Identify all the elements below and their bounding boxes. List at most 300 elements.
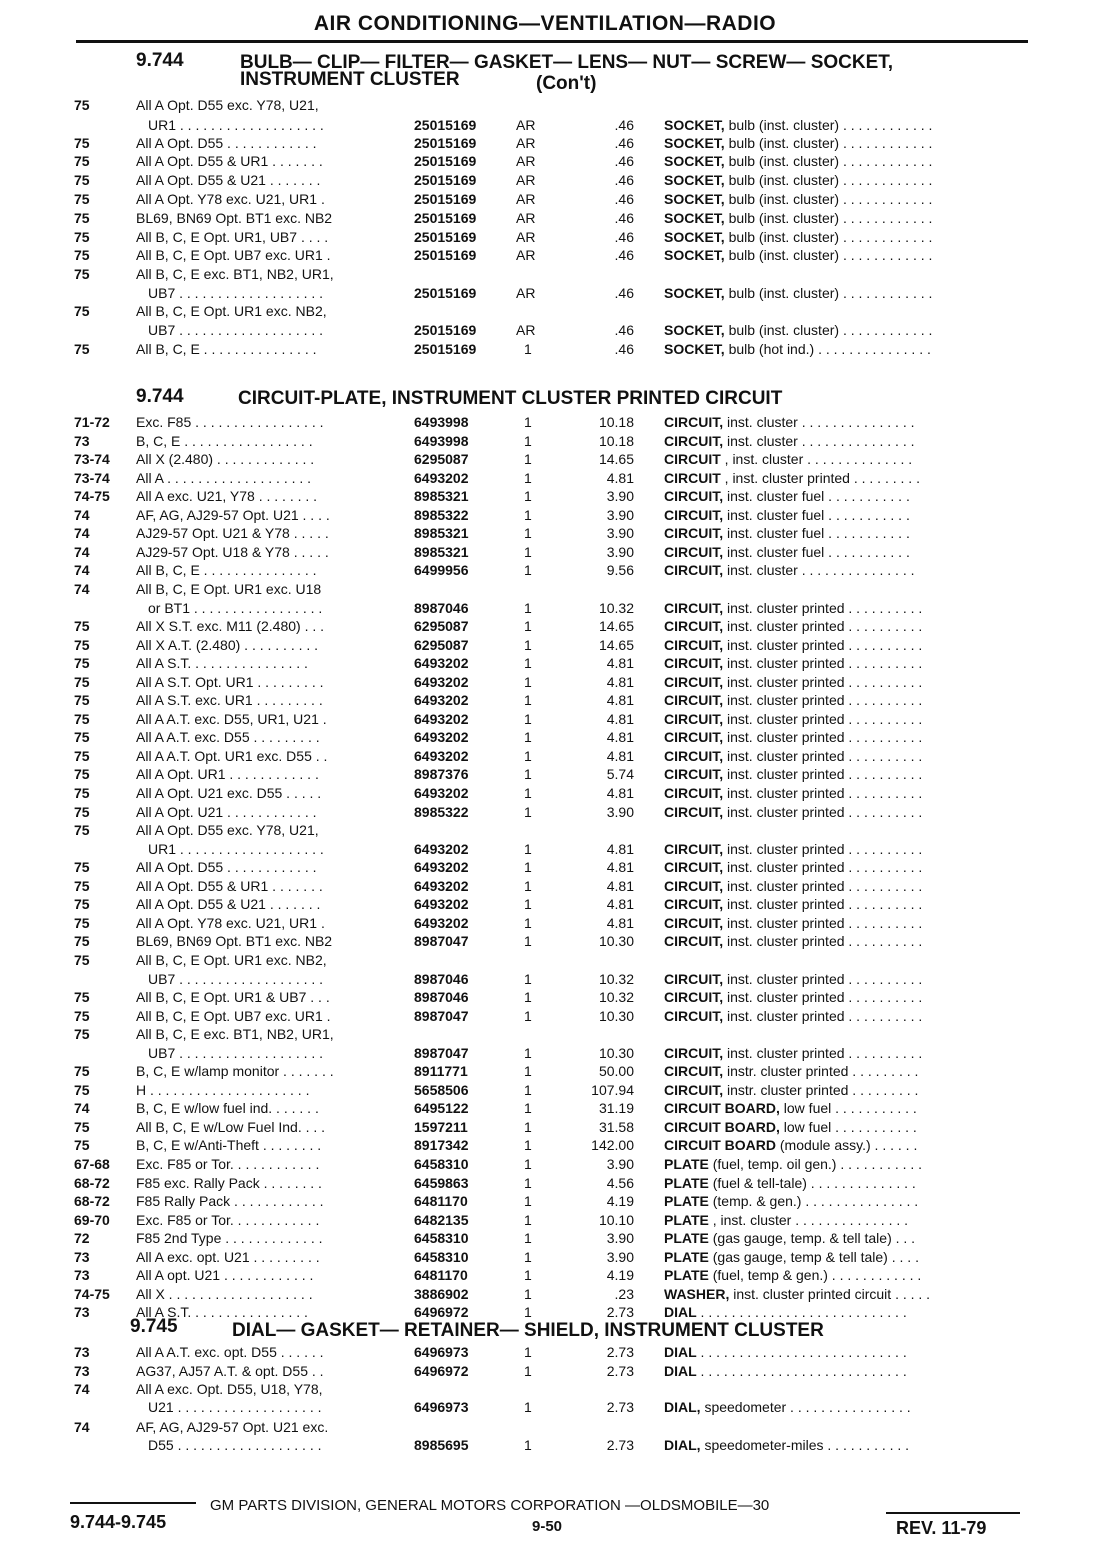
part-name-bold: CIRCUIT, [664,840,724,857]
part-number: 6495122 [414,1100,469,1117]
part-name-detail: bulb (inst. cluster) . . . . . . . . . . . . [724,117,933,133]
parts-row [0,1343,1096,1362]
quantity: 1 [524,692,532,709]
part-name-bold: SOCKET, [664,247,725,263]
parts-row [0,691,1096,710]
price: 4.81 [606,840,634,857]
part-name-detail: instr. cluster printed . . . . . . . . . [723,1081,919,1098]
model-year: 74 [74,1381,90,1397]
application-desc: All B, C, E exc. BT1, NB2, UR1, [136,266,334,282]
model-year: 75 [74,859,90,876]
application-desc: All X S.T. exc. M11 (2.480) . . . [136,618,325,635]
parts-row [0,1229,1096,1248]
model-year: 73 [74,432,90,449]
part-name-detail: bulb (inst. cluster) . . . . . . . . . . . . [724,210,933,226]
part-name-detail: (fuel & tell-tale) . . . . . . . . . . . . . . [708,1174,916,1191]
model-year: 75 [74,266,90,282]
parts-row [0,1044,1096,1063]
price: 10.30 [598,1044,634,1061]
quantity: 1 [524,341,532,357]
parts-row [0,1155,1096,1174]
parts-row [0,561,1096,580]
part-name [664,710,922,729]
part-name-detail: inst. cluster fuel . . . . . . . . . . . [723,506,910,523]
parts-row [0,152,1096,171]
price: 2.73 [606,1304,634,1321]
model-year: 67-68 [74,1156,110,1172]
price: 14.65 [598,636,634,653]
part-name-detail: (temp. & gen.) . . . . . . . . . . . . . . . [708,1193,919,1210]
parts-row [0,728,1096,747]
price: .46 [614,322,634,338]
price: 10.18 [598,414,634,430]
part-name-bold: CIRCUIT, [664,747,724,764]
part-name-bold: CIRCUIT [664,451,721,468]
part-name-detail: inst. cluster . . . . . . . . . . . . . . . [723,562,915,579]
application-desc: All A S.T. . . . . . . . . . . . . . . . [136,1304,308,1321]
part-name-detail: inst. cluster printed . . . . . . . . . . [723,673,923,690]
section-number: 9.744 [136,386,184,407]
part-number: 25015169 [414,153,477,169]
parts-row [0,1436,1096,1455]
model-year: 75 [74,210,90,226]
price: 10.32 [598,599,634,616]
application-desc: All B, C, E . . . . . . . . . . . . . . . [136,341,317,357]
application-desc: All A Opt. D55 & U21 . . . . . . . [136,896,321,913]
application-desc: All B, C, E w/Low Fuel Ind. . . . [136,1118,326,1135]
application-desc: All A Opt. U21 . . . . . . . . . . . . [136,803,317,820]
part-number: 25015169 [414,247,477,263]
part-name [664,1062,918,1081]
application-desc: AG37, AJ57 A.T. & opt. D55 . . [136,1363,324,1379]
part-name-detail: inst. cluster printed . . . . . . . . . . [723,933,923,950]
application-desc: All A Opt. U21 exc. D55 . . . . . [136,785,322,801]
footer-page-number: 9-50 [532,1518,563,1535]
price: 3.90 [606,543,634,560]
model-year: 75 [74,710,90,727]
part-number: 6493202 [414,747,469,764]
parts-row [0,1418,1096,1437]
part-number: 6458310 [414,1230,469,1247]
part-name-detail: inst. cluster . . . . . . . . . . . . . . . [723,414,915,430]
price: .46 [614,210,634,226]
price: 4.81 [606,747,634,764]
application-desc: UB7 . . . . . . . . . . . . . . . . . . . [148,1044,324,1061]
part-name-detail: speedometer . . . . . . . . . . . . . . . . [700,1399,911,1415]
quantity: 1 [524,414,532,430]
quantity: 1 [524,562,532,579]
parts-row [0,284,1096,303]
footer-rule-left [70,1502,196,1504]
part-name-detail: inst. cluster printed . . . . . . . . . . [723,599,923,616]
price: .23 [614,1285,634,1302]
quantity: 1 [524,1100,532,1117]
model-year: 75 [74,729,90,746]
quantity: 1 [524,469,532,486]
application-desc: All B, C, E Opt. UR1 exc. NB2, [136,303,327,319]
model-year: 74 [74,580,90,597]
quantity: 1 [524,1399,532,1415]
price: 4.19 [606,1267,634,1284]
section-title: BULB— CLIP— FILTER— GASKET— LENS— NUT— SCREW— SOCKET, [240,52,894,73]
quantity: AR [516,135,536,151]
part-name [664,599,922,618]
parts-row [0,951,1096,970]
part-name-detail: , inst. cluster . . . . . . . . . . . . . . . [708,1211,909,1228]
section-title: DIAL— GASKET— RETAINER— SHIELD, INSTRUMENT CLUSTER [232,1320,824,1341]
part-name-bold: CIRCUIT, [664,1063,724,1080]
application-desc: B, C, E w/Anti-Theft . . . . . . . . [136,1137,322,1154]
quantity: AR [516,322,536,338]
price: .46 [614,229,634,245]
price: .46 [614,341,634,357]
price: .46 [614,191,634,207]
part-number: 6493202 [414,785,469,801]
part-number: 6496973 [414,1399,469,1415]
part-name [664,1211,908,1230]
parts-row [0,654,1096,673]
part-number: 8917342 [414,1137,469,1154]
part-name-bold: CIRCUIT, [664,970,724,987]
quantity: 1 [524,1344,532,1360]
application-desc: F85 exc. Rally Pack . . . . . . . . [136,1174,322,1191]
model-year: 73 [74,1267,90,1284]
part-name [664,1192,918,1211]
quantity: 1 [524,729,532,746]
parts-row [0,710,1096,729]
application-desc: F85 2nd Type . . . . . . . . . . . . . [136,1230,323,1247]
part-name-bold: CIRCUIT, [664,599,724,616]
price: 2.73 [606,1344,634,1360]
part-name-detail: bulb (inst. cluster) . . . . . . . . . . . . [724,247,933,263]
parts-row [0,171,1096,190]
part-name-bold: DIAL [664,1304,697,1321]
parts-row [0,1303,1096,1322]
parts-row [0,190,1096,209]
quantity: 1 [524,543,532,560]
parts-row [0,673,1096,692]
part-number: 6496972 [414,1363,469,1379]
part-name-bold: DIAL, [664,1399,701,1415]
part-name [664,803,922,822]
model-year: 75 [74,951,90,968]
parts-row [0,1062,1096,1081]
application-desc: Exc. F85 or Tor. . . . . . . . . . . . [136,1211,320,1228]
part-number: 8987047 [414,1007,469,1024]
model-year: 74-75 [74,1285,110,1302]
part-number: 25015169 [414,210,477,226]
part-number: 6493998 [414,414,469,430]
application-desc: All B, C, E Opt. UB7 exc. UR1 . [136,1007,331,1024]
part-name-detail: inst. cluster fuel . . . . . . . . . . . [723,525,910,542]
part-name-detail: (gas gauge, temp & tell tale) . . . . [708,1248,919,1265]
part-name [664,284,932,303]
model-year: 75 [74,135,90,151]
part-name-detail: bulb (inst. cluster) . . . . . . . . . . . . [724,229,933,245]
model-year: 75 [74,1063,90,1080]
price: 4.81 [606,896,634,913]
model-year: 75 [74,896,90,913]
application-desc: All A Opt. D55 & UR1 . . . . . . . [136,877,323,894]
quantity: 1 [524,451,532,468]
quantity: AR [516,247,536,263]
price: 3.90 [606,525,634,542]
quantity: 1 [524,1193,532,1210]
part-name-bold: CIRCUIT, [664,896,724,913]
part-name-bold: CIRCUIT, [664,562,724,579]
part-name-bold: CIRCUIT, [664,488,724,505]
part-name-detail: bulb (inst. cluster) . . . . . . . . . . . . [724,322,933,338]
price: 142.00 [591,1137,634,1154]
parts-row [0,784,1096,803]
application-desc: All B, C, E Opt. UR1 & UB7 . . . [136,989,330,1006]
parts-row [0,1192,1096,1211]
part-name-detail: instr. cluster printed . . . . . . . . . [723,1063,919,1080]
part-name [664,932,922,951]
model-year: 75 [74,673,90,690]
quantity: 1 [524,989,532,1006]
part-name-detail: (gas gauge, temp. & tell tale) . . . [708,1230,916,1247]
part-name-bold: CIRCUIT, [664,729,724,746]
part-name-bold: DIAL [664,1363,697,1379]
application-desc: AJ29-57 Opt. U18 & Y78 . . . . . [136,543,329,560]
part-name-detail: bulb (inst. cluster) . . . . . . . . . . . . [724,153,933,169]
part-name [664,1007,922,1026]
part-name [664,506,910,525]
part-name-bold: CIRCUIT, [664,673,724,690]
part-name-bold: CIRCUIT, [664,877,724,894]
quantity: AR [516,153,536,169]
parts-row [0,134,1096,153]
application-desc: All B, C, E exc. BT1, NB2, UR1, [136,1026,334,1043]
parts-row [0,895,1096,914]
parts-row [0,877,1096,896]
parts-row [0,580,1096,599]
parts-row [0,914,1096,933]
model-year: 75 [74,766,90,783]
quantity: 1 [524,877,532,894]
part-name [664,413,915,432]
price: 4.81 [606,859,634,876]
application-desc: All A A.T. exc. D55, UR1, U21 . [136,710,327,727]
part-number: 8987046 [414,599,469,616]
part-number: 6493202 [414,859,469,876]
price: 3.90 [606,506,634,523]
part-name [664,1099,917,1118]
quantity: 1 [524,1211,532,1228]
quantity: 1 [524,636,532,653]
part-number: 6295087 [414,636,469,653]
part-name [664,1136,917,1155]
price: 3.90 [606,1248,634,1265]
parts-row [0,840,1096,859]
quantity: AR [516,210,536,226]
part-name-detail: inst. cluster printed . . . . . . . . . . [723,914,923,931]
part-number: 6493202 [414,877,469,894]
price: 4.56 [606,1174,634,1191]
model-year: 75 [74,822,90,839]
part-name-bold: PLATE [664,1174,709,1191]
part-name-bold: CIRCUIT, [664,766,724,783]
price: .46 [614,135,634,151]
part-name-detail: inst. cluster printed . . . . . . . . . . [723,766,923,783]
quantity: 1 [524,1363,532,1379]
price: 10.18 [598,432,634,449]
parts-row [0,1174,1096,1193]
part-name-bold: PLATE [664,1156,709,1172]
quantity: AR [516,285,536,301]
part-name-detail: bulb (inst. cluster) . . . . . . . . . . . . [724,191,933,207]
price: 10.32 [598,970,634,987]
price: 4.19 [606,1193,634,1210]
part-number: 6481170 [414,1193,468,1210]
quantity: AR [516,172,536,188]
model-year: 72 [74,1230,90,1247]
application-desc: All A A.T. exc. opt. D55 . . . . . . [136,1344,324,1360]
application-desc: All A Opt. Y78 exc. U21, UR1 . [136,914,325,931]
parts-row [0,228,1096,247]
application-desc: All A S.T. Opt. UR1 . . . . . . . . . [136,673,324,690]
price: 4.81 [606,469,634,486]
part-name-bold: CIRCUIT BOARD, [664,1118,780,1135]
price: 2.73 [606,1363,634,1379]
part-name-detail: inst. cluster printed . . . . . . . . . . [723,803,923,820]
part-number: 6493202 [414,673,469,690]
part-name-bold: DIAL [664,1344,697,1360]
part-name [664,1343,907,1362]
parts-row [0,1211,1096,1230]
parts-row [0,302,1096,321]
price: 107.94 [591,1081,634,1098]
part-name-detail: bulb (inst. cluster) . . . . . . . . . . . . [724,135,933,151]
parts-row [0,1007,1096,1026]
quantity: 1 [524,599,532,616]
model-year: 75 [74,655,90,672]
price: 2.73 [606,1437,634,1453]
part-name-detail: low fuel . . . . . . . . . . . [779,1100,917,1117]
parts-row [0,636,1096,655]
part-name-bold: PLATE [664,1248,709,1265]
part-number: 8911771 [414,1063,468,1080]
part-name [664,152,932,171]
part-name-bold: CIRCUIT, [664,414,724,430]
part-name-bold: CIRCUIT, [664,859,724,876]
quantity: 1 [524,655,532,672]
application-desc: Exc. F85 or Tor. . . . . . . . . . . . [136,1156,320,1172]
part-name [664,1229,915,1248]
section-number: 9.745 [130,1316,178,1337]
quantity: 1 [524,1063,532,1080]
part-name-detail: inst. cluster printed . . . . . . . . . . [723,655,923,672]
part-number: 25015169 [414,341,477,357]
part-number: 6496973 [414,1344,469,1360]
application-desc: All X . . . . . . . . . . . . . . . . . . . [136,1285,313,1302]
part-name-bold: CIRCUIT, [664,1044,724,1061]
price: 4.81 [606,692,634,709]
model-year: 74 [74,1100,90,1117]
part-number: 6458310 [414,1248,469,1265]
part-name-bold: SOCKET, [664,285,725,301]
header-rule [76,40,1028,43]
part-name [664,116,932,135]
part-name-detail: inst. cluster printed . . . . . . . . . . [723,710,923,727]
quantity: 1 [524,1156,532,1172]
application-desc: All A Opt. D55 & U21 . . . . . . . [136,172,321,188]
part-name [664,246,932,265]
parts-row [0,469,1096,488]
part-number: 25015169 [414,285,477,301]
section-continued: (Con't) [536,73,597,94]
quantity: 1 [524,506,532,523]
part-name-bold: CIRCUIT, [664,1081,724,1098]
part-number: 8987046 [414,989,469,1006]
application-desc: B, C, E w/lamp monitor . . . . . . . [136,1063,334,1080]
part-name-detail: (module assy.) . . . . . . [776,1137,918,1154]
model-year: 74 [74,506,90,523]
quantity: 1 [524,1081,532,1098]
model-year: 75 [74,341,90,357]
model-year: 73 [74,1344,90,1360]
quantity: 1 [524,525,532,542]
part-name-bold: CIRCUIT, [664,933,724,950]
part-name-bold: SOCKET, [664,229,725,245]
application-desc: All B, C, E Opt. UB7 exc. UR1 . [136,247,331,263]
model-year: 75 [74,989,90,1006]
part-name-bold: CIRCUIT, [664,543,724,560]
parts-row [0,1398,1096,1417]
part-name [664,1266,921,1285]
parts-row [0,1081,1096,1100]
application-desc: BL69, BN69 Opt. BT1 exc. NB2 [136,933,333,950]
quantity: 1 [524,1248,532,1265]
part-number: 3886902 [414,1285,469,1302]
parts-row [0,1118,1096,1137]
application-desc: All A exc. opt. U21 . . . . . . . . . [136,1248,320,1265]
part-name-bold: WASHER, [664,1285,730,1302]
quantity: 1 [524,432,532,449]
part-name-detail: , inst. cluster printed . . . . . . . . . [720,469,920,486]
application-desc: All A S.T. exc. UR1 . . . . . . . . . [136,692,323,709]
application-desc: All A Opt. D55 exc. Y78, U21, [136,97,319,113]
parts-row [0,487,1096,506]
part-name-detail: inst. cluster printed . . . . . . . . . . [723,729,923,746]
part-name [664,784,922,803]
part-name-detail: speedometer-miles . . . . . . . . . . . [700,1437,910,1453]
part-name [664,524,910,543]
parts-row [0,450,1096,469]
quantity: 1 [524,933,532,950]
parts-row [0,116,1096,135]
part-name [664,1362,907,1381]
part-name-bold: SOCKET, [664,322,725,338]
model-year: 75 [74,1026,90,1043]
parts-row [0,932,1096,951]
application-desc: All B, C, E Opt. UR1, UB7 . . . . [136,229,329,245]
quantity: 1 [524,673,532,690]
part-name [664,134,932,153]
part-name-bold: DIAL, [664,1437,701,1453]
part-name-bold: CIRCUIT, [664,618,724,635]
part-name-detail: (fuel, temp & gen.) . . . . . . . . . . . . [708,1267,922,1284]
part-number: 8985322 [414,506,469,523]
application-desc: All A Opt. UR1 . . . . . . . . . . . . [136,766,319,783]
model-year: 75 [74,747,90,764]
model-year: 75 [74,191,90,207]
part-name-detail: . . . . . . . . . . . . . . . . . . . . . . . . . . . [696,1363,907,1379]
part-name [664,765,922,784]
part-name-bold: CIRCUIT, [664,1007,724,1024]
section-title: CIRCUIT-PLATE, INSTRUMENT CLUSTER PRINTED CIRCUIT [238,388,783,409]
